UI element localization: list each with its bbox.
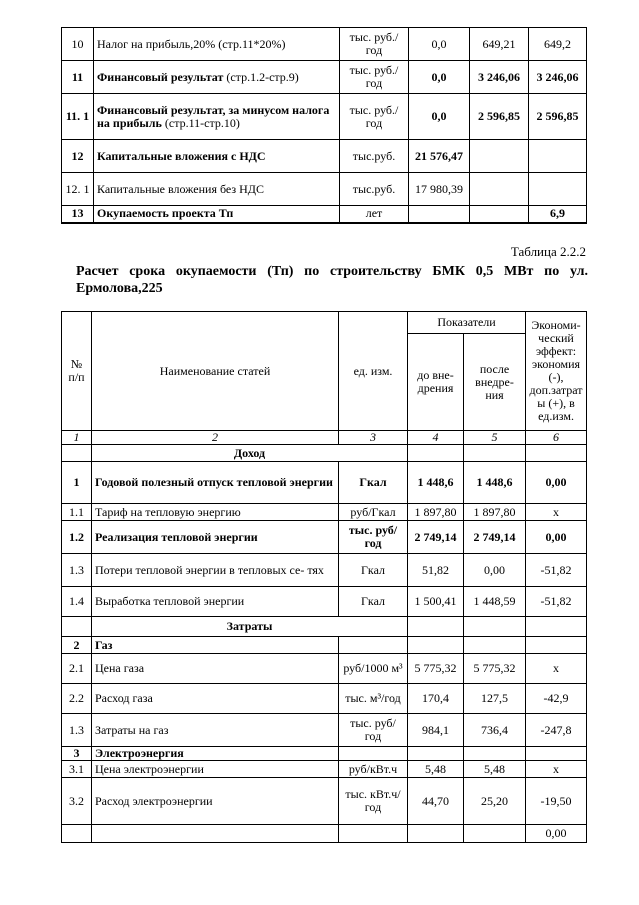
row-value-after: 127,5 xyxy=(464,684,526,714)
header-effect: Экономи- ческий эффект: экономия (-), доп.затрат ы (+), в ед.изм. xyxy=(526,312,587,431)
row-value-1 xyxy=(409,206,470,223)
row-unit: тыс.руб. xyxy=(340,173,409,206)
index-cell: 6 xyxy=(526,431,587,445)
row-value-3: 3 246,06 xyxy=(529,61,587,94)
table-title-line2: Ермолова,225 xyxy=(76,281,163,296)
row-name-text: Налог на прибыль,20% (стр.11*20%) xyxy=(97,36,286,51)
row-value-effect: 0,00 xyxy=(526,521,587,554)
table-row xyxy=(62,587,587,617)
table-row xyxy=(62,778,587,825)
row-unit: Гкал xyxy=(339,587,408,617)
row-value-1: 21 576,47 xyxy=(409,140,470,173)
header-unit: ед. изм. xyxy=(339,312,408,431)
row-value-effect: -51,82 xyxy=(526,587,587,617)
row-unit: тыс. руб./год xyxy=(340,28,409,61)
section-income: Доход xyxy=(92,445,408,462)
table-title-line1: Расчет срока окупаемости (Тп) по строительству БМК 0,5 МВт по ул. xyxy=(76,264,588,279)
financial-results-table xyxy=(61,27,587,224)
table-caption: Таблица 2.2.2 xyxy=(510,244,586,259)
header-indicators: Показатели xyxy=(408,312,526,334)
header-row-top xyxy=(62,312,587,334)
row-value-3: 6,9 xyxy=(529,206,587,223)
row-name xyxy=(94,28,340,61)
row-value-effect: х xyxy=(526,654,587,684)
row-name xyxy=(94,94,340,140)
row-unit: руб/кВт.ч xyxy=(339,761,408,778)
row-name xyxy=(94,61,340,94)
row-value-2: 649,21 xyxy=(470,28,529,61)
index-cell: 4 xyxy=(408,431,464,445)
section-costs-row xyxy=(62,617,587,637)
row-value-effect: -51,82 xyxy=(526,554,587,587)
table-row xyxy=(62,761,587,778)
index-row xyxy=(62,431,587,445)
row-value-before: 984,1 xyxy=(408,714,464,747)
row-value-2: 2 596,85 xyxy=(470,94,529,140)
row-value-before: 1 448,6 xyxy=(408,462,464,504)
row-value-3: 2 596,85 xyxy=(529,94,587,140)
row-name xyxy=(94,173,340,206)
row-value-1: 17 980,39 xyxy=(409,173,470,206)
row-value-after: 0,00 xyxy=(464,554,526,587)
header-name: Наименование статей xyxy=(92,312,339,431)
row-num: 1.3 xyxy=(62,714,92,747)
row-value-after: 1 448,59 xyxy=(464,587,526,617)
row-num: 1.1 xyxy=(62,504,92,521)
row-value-effect: -247,8 xyxy=(526,714,587,747)
row-unit: тыс. кВт.ч/год xyxy=(339,778,408,825)
row-value-before: 2 749,14 xyxy=(408,521,464,554)
row-name: Расход газа xyxy=(92,684,339,714)
row-num: 2.2 xyxy=(62,684,92,714)
gas-header-row xyxy=(62,637,587,654)
row-name: Выработка тепловой энергии xyxy=(92,587,339,617)
row-value-after: 736,4 xyxy=(464,714,526,747)
row-value-1: 0,0 xyxy=(409,28,470,61)
section-income-row xyxy=(62,445,587,462)
header-after: после внедре- ния xyxy=(464,334,526,431)
row-name: Тариф на тепловую энергию xyxy=(92,504,339,521)
row-unit: тыс.руб. xyxy=(340,140,409,173)
header-before: до вне- дрения xyxy=(408,334,464,431)
row-name: Цена газа xyxy=(92,654,339,684)
payback-calculation-table xyxy=(61,311,587,843)
row-name: Цена электроэнергии xyxy=(92,761,339,778)
row-num: 10 xyxy=(62,28,94,61)
row-value-before: 51,82 xyxy=(408,554,464,587)
index-cell: 5 xyxy=(464,431,526,445)
row-unit: лет xyxy=(340,206,409,223)
row-value-after: 1 448,6 xyxy=(464,462,526,504)
row-unit: тыс. руб./год xyxy=(340,94,409,140)
row-num: 2 xyxy=(62,637,92,654)
index-cell: 3 xyxy=(339,431,408,445)
row-value-effect: -42,9 xyxy=(526,684,587,714)
row-unit: руб/1000 м³ xyxy=(339,654,408,684)
table-row xyxy=(62,173,587,206)
row-value-before: 1 500,41 xyxy=(408,587,464,617)
row-name-suffix: (стр.1.2-стр.9) xyxy=(223,69,299,84)
table-row xyxy=(62,462,587,504)
row-name: Годовой полезный отпуск тепловой энергии xyxy=(92,462,339,504)
table-row xyxy=(62,206,587,223)
row-num: 11. 1 xyxy=(62,94,94,140)
row-name: Расход электроэнергии xyxy=(92,778,339,825)
row-value-after: 25,20 xyxy=(464,778,526,825)
row-num: 13 xyxy=(62,206,94,223)
row-unit: руб/Гкал xyxy=(339,504,408,521)
row-unit: тыс. м³/год xyxy=(339,684,408,714)
row-name: Газ xyxy=(92,637,339,654)
row-value-effect: 0,00 xyxy=(526,462,587,504)
row-value-3: 649,2 xyxy=(529,28,587,61)
row-num: 1 xyxy=(62,462,92,504)
row-num: 12 xyxy=(62,140,94,173)
table-row xyxy=(62,61,587,94)
row-num: 1.4 xyxy=(62,587,92,617)
table-row xyxy=(62,684,587,714)
index-cell: 1 xyxy=(62,431,92,445)
table-row xyxy=(62,140,587,173)
row-num: 3.2 xyxy=(62,778,92,825)
total-value: 0,00 xyxy=(526,825,587,843)
row-unit: тыс. руб/год xyxy=(339,714,408,747)
header-num: № п/п xyxy=(62,312,92,431)
row-name-bold: Финансовый результат xyxy=(97,69,224,84)
row-value-after: 1 897,80 xyxy=(464,504,526,521)
row-value-after: 5,48 xyxy=(464,761,526,778)
table-row xyxy=(62,94,587,140)
row-value-before: 1 897,80 xyxy=(408,504,464,521)
table-row xyxy=(62,714,587,747)
row-value-1: 0,0 xyxy=(409,94,470,140)
table-row xyxy=(62,654,587,684)
row-value-2 xyxy=(470,173,529,206)
table-row xyxy=(62,521,587,554)
row-unit: тыс. руб./год xyxy=(340,61,409,94)
row-value-2 xyxy=(470,206,529,223)
row-num: 12. 1 xyxy=(62,173,94,206)
row-num: 11 xyxy=(62,61,94,94)
row-num: 2.1 xyxy=(62,654,92,684)
row-value-2 xyxy=(470,140,529,173)
row-value-before: 170,4 xyxy=(408,684,464,714)
row-num: 1.2 xyxy=(62,521,92,554)
table-title xyxy=(76,263,588,297)
row-name-bold: Финансовый результат, за минусом налога на прибыль xyxy=(97,102,330,130)
index-cell: 2 xyxy=(92,431,339,445)
row-value-effect: х xyxy=(526,504,587,521)
total-row xyxy=(62,825,587,843)
row-value-after: 2 749,14 xyxy=(464,521,526,554)
row-name xyxy=(94,140,340,173)
row-name xyxy=(94,206,340,223)
row-value-before: 5,48 xyxy=(408,761,464,778)
row-value-before: 44,70 xyxy=(408,778,464,825)
row-value-1: 0,0 xyxy=(409,61,470,94)
table-row xyxy=(62,504,587,521)
row-name-text: Капитальные вложения без НДС xyxy=(97,181,264,196)
table-row xyxy=(62,554,587,587)
section-costs: Затраты xyxy=(92,617,408,637)
row-value-3 xyxy=(529,173,587,206)
row-name-bold: Капитальные вложения с НДС xyxy=(97,148,266,163)
row-value-3 xyxy=(529,140,587,173)
row-unit: Гкал xyxy=(339,462,408,504)
row-value-effect: х xyxy=(526,761,587,778)
row-name: Потери тепловой энергии в тепловых се- тях xyxy=(92,554,339,587)
row-value-before: 5 775,32 xyxy=(408,654,464,684)
row-value-2: 3 246,06 xyxy=(470,61,529,94)
row-num: 3.1 xyxy=(62,761,92,778)
row-num: 3 xyxy=(62,747,92,761)
row-value-after: 5 775,32 xyxy=(464,654,526,684)
electricity-header-row xyxy=(62,747,587,761)
row-unit: тыс. руб/год xyxy=(339,521,408,554)
row-name: Затраты на газ xyxy=(92,714,339,747)
table-row xyxy=(62,28,587,61)
row-name: Реализация тепловой энергии xyxy=(92,521,339,554)
row-num: 1.3 xyxy=(62,554,92,587)
row-name: Электроэнергия xyxy=(92,747,339,761)
row-name-bold: Окупаемость проекта Тп xyxy=(97,206,234,221)
row-value-effect: -19,50 xyxy=(526,778,587,825)
row-unit: Гкал xyxy=(339,554,408,587)
row-name-suffix: (стр.11-стр.10) xyxy=(161,115,240,130)
